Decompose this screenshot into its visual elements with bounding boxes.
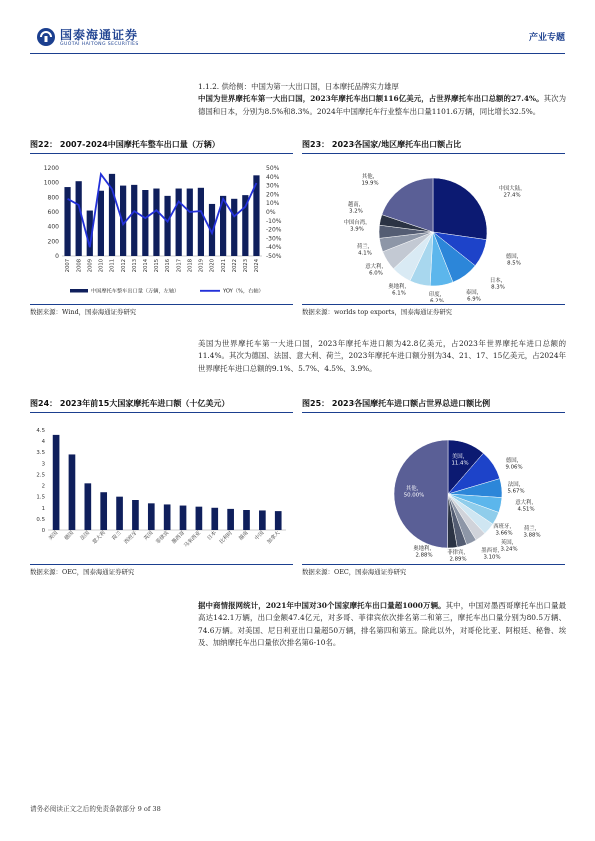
right-axis-tick-label: -30% [266, 235, 282, 243]
y-tick-label: 4.5 [36, 428, 45, 434]
left-axis-tick-label: 0 [55, 253, 59, 260]
x-tick-label: 菲律宾 [155, 530, 171, 546]
slice-label: 越南， 3.2% [347, 202, 365, 215]
bar [76, 181, 82, 256]
fig22-bottom-rule [30, 304, 293, 305]
slice-label: 中国大陆， 27.4% [498, 186, 526, 199]
x-tick-label: 2008 [76, 259, 83, 273]
right-axis-tick-label: 20% [266, 191, 280, 199]
y-tick-label: 4 [41, 439, 45, 446]
x-tick-label: 2015 [154, 259, 161, 273]
x-tick-label: 2018 [187, 259, 194, 273]
x-tick-label: 法国 [79, 530, 91, 542]
bar [148, 503, 155, 530]
x-tick-label: 2020 [209, 259, 216, 273]
bar [180, 506, 187, 530]
x-tick-label: 2007 [65, 259, 72, 273]
right-axis-tick-label: 50% [266, 165, 280, 172]
x-tick-label: 中国 [253, 530, 266, 542]
fig23-title: 图23： 2023各国家/地区摩托车出口额占比 [302, 140, 462, 149]
slice-label: 墨西哥， 3.10% [481, 548, 503, 561]
bar [53, 435, 60, 530]
y-tick-label: 0.5 [36, 516, 45, 523]
pie-slice [433, 178, 487, 240]
fig25-chart [302, 420, 565, 562]
x-tick-label: 荷兰 [111, 530, 123, 542]
x-tick-label: 2022 [231, 259, 238, 273]
slice-label: 日本， 8.3% [489, 278, 507, 291]
logo-mark [36, 27, 56, 47]
header-divider [30, 53, 565, 54]
slice-label: 中国台湾， 3.9% [343, 220, 371, 233]
fig25-source: 数据来源：OEC，国泰海通证券研究 [302, 568, 407, 576]
fig23-chart [302, 158, 565, 302]
left-axis-tick-label: 200 [47, 238, 59, 246]
bar [231, 199, 237, 256]
right-axis-tick-label: -50% [266, 253, 282, 260]
x-tick-label: 2017 [176, 259, 183, 273]
x-tick-label: 2021 [220, 259, 227, 273]
right-axis-tick-label: -10% [266, 217, 282, 225]
x-tick-label: 越南 [238, 530, 250, 542]
slice-label: 美国， 11.4% [451, 454, 469, 467]
fig24-source: 数据来源：OEC，国泰海通证券研究 [30, 568, 135, 576]
slice-label: 德国， 9.06% [505, 458, 523, 471]
section-heading: 1.1.2. 供给侧：中国为第一大出口国，日本摩托品牌实力雄厚 [198, 82, 399, 91]
fig22-source: 数据来源：Wind，国泰海通证券研究 [30, 308, 137, 316]
right-axis-tick-label: 30% [266, 182, 280, 190]
x-tick-label: 2012 [120, 259, 127, 273]
slice-label: 荷兰， 3.88% [523, 526, 541, 539]
y-tick-label: 3 [41, 461, 45, 468]
right-axis-tick-label: -20% [266, 226, 282, 234]
x-tick-label: 2024 [254, 259, 261, 273]
fig23-bottom-rule [302, 304, 565, 305]
slice-label: 其他， 50.00% [403, 486, 425, 499]
x-tick-label: 意大利 [91, 530, 107, 546]
legend-bar-swatch [70, 289, 88, 293]
x-tick-label: 2023 [243, 259, 249, 273]
x-tick-label: 日本 [206, 530, 218, 542]
fig24-chart [30, 420, 293, 562]
fig25-bottom-rule [302, 564, 565, 565]
slice-label: 奥地利， 6.1% [388, 284, 410, 297]
fig25-top-rule [302, 412, 565, 413]
bar [259, 510, 266, 530]
bar [211, 508, 218, 530]
bar [100, 492, 107, 530]
x-tick-label: 比利时 [218, 530, 234, 546]
fig23-source: 数据来源：worlds top exports，国泰海通证券研究 [302, 308, 453, 316]
slice-label: 意大利， 4.51% [515, 500, 537, 513]
slice-label: 奥地利， 2.88% [413, 546, 435, 559]
left-axis-tick-label: 1000 [43, 179, 59, 187]
y-tick-label: 1.5 [36, 494, 45, 501]
paragraph-1 [198, 81, 566, 118]
x-tick-label: 德国 [63, 530, 76, 542]
slice-label: 其他， 19.9% [361, 174, 379, 187]
logo-name: 国泰海通证券 [60, 28, 139, 42]
slice-label: 泰国， 6.9% [465, 290, 483, 302]
right-axis-tick-label: 0% [266, 209, 276, 216]
bar [187, 189, 193, 256]
right-axis-tick-label: 40% [266, 173, 280, 181]
y-tick-label: 0 [41, 528, 45, 534]
section-label: 产业专题 [528, 33, 565, 43]
y-tick-label: 2.5 [36, 472, 45, 479]
x-tick-label: 2010 [98, 259, 105, 273]
fig22-top-rule [30, 153, 293, 154]
bar [164, 504, 171, 530]
bar [242, 195, 248, 256]
slice-label: 荷兰， 4.1% [356, 244, 374, 257]
paragraph-1-body [198, 93, 566, 118]
bar [176, 189, 182, 256]
right-axis-tick-label: 10% [266, 200, 280, 208]
bar [64, 187, 70, 256]
paragraph-3-text: 其中，中国对墨西哥摩托车出口量最高达142.1万辆，出口金额47.4亿元，对多哥、菲律宾依次排名第二和第三，摩托车出口量分别为80.5万辆、74.6万辆。对美国、尼日利亚出口量超50万辆，排名第四和第五。除此以外，对哥伦比亚、阿根廷、秘鲁、埃及、加纳摩托车出口量依次排名第6-10名。 [198, 601, 566, 647]
logo-subtitle: GUOTAI HAITONG SECURITIES [60, 42, 139, 47]
bar [69, 454, 76, 530]
x-tick-label: 墨西哥 [170, 530, 187, 546]
paragraph-2: 美国为世界摩托车第一大进口国，2023年摩托车进口额为42.8亿美元，占2023年世界摩托车进口总额的11.4%。其次为德国、法国、意大利、荷兰，2023年摩托车进口额分别为34、21、17、15亿美元，占2024年世界摩托车进口总额的9.1%、5.7%、4.5%、3.9%。 [198, 339, 566, 373]
x-tick-label: 2019 [198, 259, 205, 273]
footer-disclaimer: 请务必阅读正文之后的免责条款部分 9 of 38 [30, 805, 161, 813]
x-tick-label: 2016 [165, 259, 172, 273]
bar [153, 189, 159, 256]
slice-label: 西班牙， 3.66% [493, 524, 515, 537]
bar [132, 500, 139, 530]
bar [275, 511, 282, 530]
x-tick-label: 加拿大 [266, 530, 282, 546]
fig25-title: 图25： 2023各国摩托车进口额占世界总进口额比例 [302, 399, 491, 408]
bar [198, 188, 204, 256]
y-tick-label: 3.5 [36, 450, 45, 457]
slice-label: 德国， 8.5% [505, 254, 523, 267]
bar [164, 196, 170, 256]
fig24-bottom-rule [30, 564, 293, 565]
fig22-title: 图22： 2007-2024中国摩托车整车出口量（万辆） [30, 140, 220, 149]
fig23-top-rule [302, 153, 565, 154]
x-tick-label: 2013 [131, 259, 138, 273]
bar [227, 509, 234, 530]
x-tick-label: 2011 [109, 259, 116, 273]
bar [84, 483, 91, 530]
x-tick-label: 英国 [142, 530, 155, 542]
bar [98, 191, 104, 256]
bar [196, 507, 203, 530]
y-tick-label: 1 [41, 505, 45, 512]
x-tick-label: 2014 [143, 259, 149, 273]
slice-label: 菲律宾， 2.89% [447, 550, 469, 562]
bar [131, 185, 137, 256]
paragraph-1-bold: 中国为世界摩托车第一大出口国，2023年摩托车出口额116亿美元，占世界摩托车出口总额的27.4%。 [198, 94, 544, 104]
bar [116, 497, 123, 530]
slice-label: 法国， 5.67% [507, 482, 525, 495]
left-axis-tick-label: 400 [47, 223, 59, 231]
paragraph-3-bold: 据中商情报网统计，2021年中国对30个国家摩托车出口量超1000万辆。 [198, 601, 446, 610]
legend-line-label: YOY（%，右轴） [223, 288, 264, 295]
right-axis-tick-label: -40% [266, 244, 282, 252]
bar [142, 190, 148, 256]
paragraph-1-text: 其次为德国和日本，分别为8.5%和8.3%。2024年中国摩托车行业整车出口量1101.6万辆，同比增长32.5%。 [198, 94, 566, 116]
slice-label: 意大利， 6.0% [365, 264, 387, 277]
slice-label: 英国， 3.24% [500, 540, 518, 553]
paragraph-3 [198, 600, 566, 649]
legend-bar-label: 中国摩托车整车出口量（万辆，左轴） [91, 288, 180, 295]
x-tick-label: 马来西亚 [183, 530, 203, 550]
x-tick-label: 美国 [47, 530, 60, 542]
fig22-chart [30, 158, 293, 302]
left-axis-tick-label: 1200 [43, 165, 59, 172]
bar [243, 510, 250, 530]
fig24-title: 图24： 2023年前15大国家摩托车进口额（十亿美元） [30, 399, 230, 408]
x-tick-label: 西班牙 [123, 530, 139, 546]
fig24-top-rule [30, 412, 293, 413]
y-tick-label: 2 [41, 483, 45, 490]
slice-label: 印度， 6.2% [428, 292, 446, 302]
left-axis-tick-label: 800 [47, 194, 59, 202]
left-axis-tick-label: 600 [47, 209, 59, 216]
yoy-line [68, 174, 257, 247]
x-tick-label: 2009 [87, 259, 94, 273]
